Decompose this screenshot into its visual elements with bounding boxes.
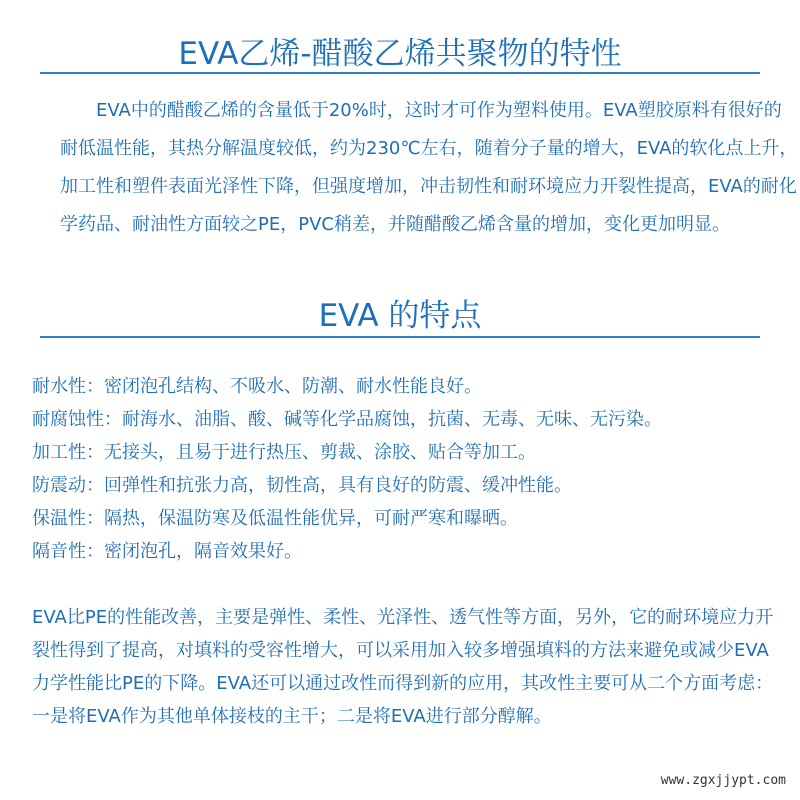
feature-list (32, 370, 772, 568)
title-divider (40, 72, 760, 74)
summary-line: 力学性能比PE的下降。EVA还可以通过改性而得到新的应用，其改性主要可从二个方面考虑： (32, 673, 774, 694)
feature-item: 耐水性：密闭泡孔结构、不吸水、防潮、耐水性能良好。 (32, 376, 482, 397)
summary-line: 裂性得到了提高，对填料的受容性增大，可以采用加入较多增强填料的方法来避免或减少EVA (32, 640, 769, 661)
properties-paragraph (60, 92, 798, 244)
feature-item: 防震动：回弹性和抗张力高，韧性高，具有良好的防震、缓冲性能。 (32, 475, 572, 496)
site-watermark: www.zgxjjypt.com (660, 773, 786, 788)
section-title-properties: EVA乙烯-醋酸乙烯共聚物的特性 (178, 36, 622, 72)
summary-paragraph (32, 601, 772, 733)
paragraph-line: 学药品、耐油性方面较之PE，PVC稍差，并随醋酸乙烯含量的增加，变化更加明显。 (60, 214, 730, 235)
title-divider (40, 336, 760, 338)
feature-item: 保温性：隔热，保温防寒及低温性能优异，可耐严寒和曝晒。 (32, 508, 518, 529)
feature-item: 耐腐蚀性：耐海水、油脂、酸、碱等化学品腐蚀，抗菌、无毒、无味、无污染。 (32, 409, 662, 430)
paragraph-line: 耐低温性能，其热分解温度较低，约为230℃左右，随着分子量的增大，EVA的软化点上升， (60, 138, 798, 159)
paragraph-line: EVA中的醋酸乙烯的含量低于20%时，这时才可作为塑料使用。EVA塑胶原料有很好的 (96, 100, 782, 121)
feature-item: 加工性：无接头，且易于进行热压、剪裁、涂胶、贴合等加工。 (32, 442, 536, 463)
summary-line: EVA比PE的性能改善，主要是弹性、柔性、光泽性、透气性等方面，另外，它的耐环境应力开 (32, 607, 774, 628)
summary-line: 一是将EVA作为其他单体接枝的主干；二是将EVA进行部分醇解。 (32, 706, 552, 727)
section-title-features: EVA 的特点 (318, 298, 482, 334)
paragraph-line: 加工性和塑件表面光泽性下降，但强度增加，冲击韧性和耐环境应力开裂性提高，EVA的耐化 (60, 176, 797, 197)
feature-item: 隔音性：密闭泡孔，隔音效果好。 (32, 541, 302, 562)
